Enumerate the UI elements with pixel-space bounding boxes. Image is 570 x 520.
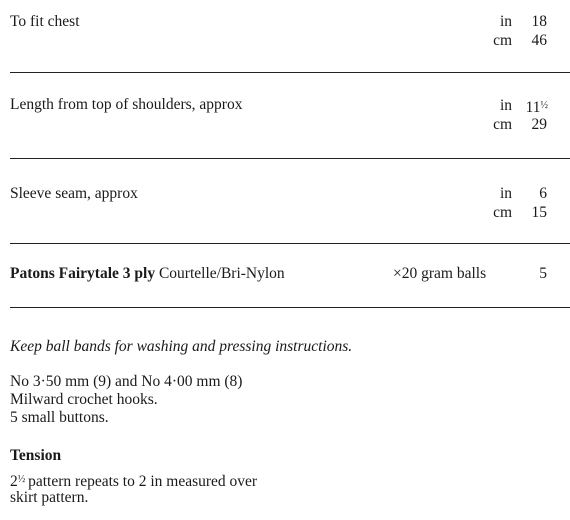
unit-cm: cm bbox=[493, 204, 512, 221]
yarn-ball-desc: ×20 gram balls bbox=[393, 265, 487, 282]
measurement-label-sleeve: Sleeve seam, approx bbox=[10, 185, 138, 202]
unit-cm: cm bbox=[493, 116, 512, 133]
yarn-row bbox=[10, 265, 285, 283]
unit-in: in bbox=[499, 13, 512, 30]
tension-line: $2^{\frac{1}{2}}$ pattern repeats to 2 in measured over bbox=[10, 473, 258, 490]
tension-line: skirt pattern. bbox=[10, 489, 89, 506]
yarn-quantity: 5 bbox=[539, 265, 547, 282]
yarn-fibre: Courtelle/Bri-Nylon bbox=[158, 265, 285, 282]
ball-band-note: Keep ball bands for washing and pressing instructions. bbox=[10, 338, 353, 355]
materials-line: No 3·50 mm (9) and No 4·00 mm (8) bbox=[10, 373, 243, 390]
length-cm-value: 29 bbox=[531, 116, 547, 133]
chest-in-value: 18 bbox=[531, 13, 547, 30]
divider bbox=[10, 72, 570, 73]
chest-cm-value: 46 bbox=[531, 32, 547, 49]
unit-in: in bbox=[499, 97, 512, 114]
materials-line: 5 small buttons. bbox=[10, 409, 109, 426]
divider bbox=[10, 243, 570, 244]
tension-heading: Tension bbox=[10, 447, 62, 464]
sleeve-in-value: 6 bbox=[539, 185, 547, 202]
sleeve-cm-value: 15 bbox=[531, 204, 547, 221]
measurement-label-length: Length from top of shoulders, approx bbox=[10, 96, 243, 113]
materials-line: Milward crochet hooks. bbox=[10, 391, 158, 408]
divider bbox=[10, 158, 570, 159]
divider bbox=[10, 307, 570, 308]
yarn-name: Patons Fairytale 3 ply bbox=[10, 265, 156, 282]
unit-in: in bbox=[499, 185, 512, 202]
unit-cm: cm bbox=[493, 32, 512, 49]
length-in-value: $11^{\frac{1}{2}}$ bbox=[525, 99, 547, 116]
measurement-label-chest: To fit chest bbox=[10, 13, 80, 30]
